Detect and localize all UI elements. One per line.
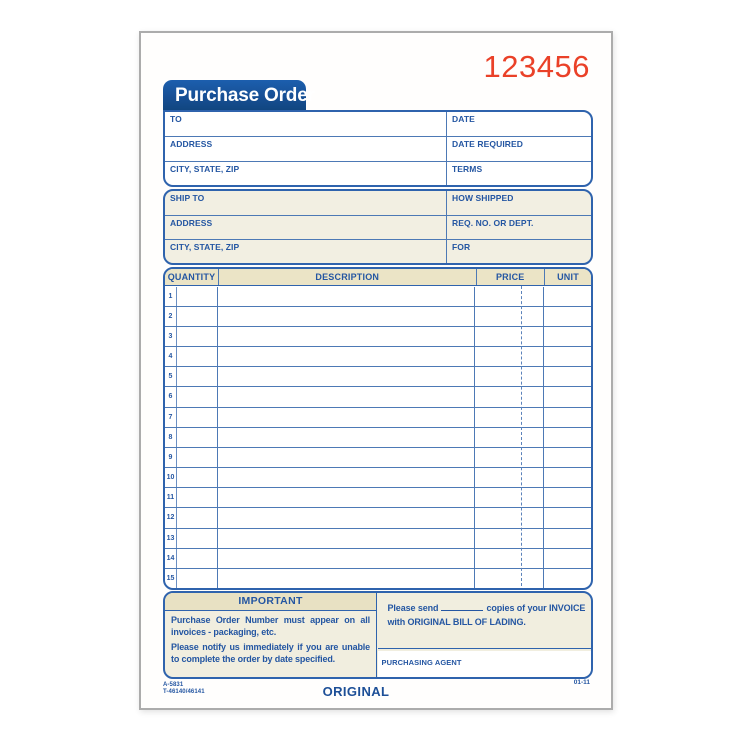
notes-section bbox=[163, 591, 593, 679]
unit-cell bbox=[544, 549, 592, 568]
unit-cell bbox=[544, 327, 592, 346]
description-cell bbox=[218, 529, 476, 548]
description-cell bbox=[218, 287, 476, 306]
price-cell bbox=[475, 327, 544, 346]
quantity-cell bbox=[177, 287, 218, 306]
copies-blank-line bbox=[441, 602, 483, 611]
description-cell bbox=[218, 488, 476, 507]
header-quantity: QUANTITY bbox=[165, 269, 219, 285]
row-number: 10 bbox=[165, 468, 177, 487]
unit-cell bbox=[544, 508, 592, 527]
table-header bbox=[165, 269, 591, 286]
quantity-cell bbox=[177, 468, 218, 487]
description-cell bbox=[218, 549, 476, 568]
description-cell bbox=[218, 468, 476, 487]
quantity-cell bbox=[177, 387, 218, 406]
important-paragraph-1: Purchase Order Number must appear on all invoices - packaging, etc. bbox=[171, 615, 370, 637]
table-row bbox=[165, 347, 591, 367]
important-paragraph-2: Please notify us immediately if you are unable to complete the order by date specified. bbox=[171, 642, 370, 665]
price-cell bbox=[475, 569, 544, 588]
price-cell bbox=[475, 508, 544, 527]
table-row bbox=[165, 327, 591, 347]
quantity-cell bbox=[177, 428, 218, 447]
field-ship-to: SHIP TO bbox=[170, 193, 205, 203]
quantity-cell bbox=[177, 367, 218, 386]
table-rows bbox=[165, 287, 591, 589]
field-terms: TERMS bbox=[446, 161, 591, 185]
table-row bbox=[165, 428, 591, 448]
unit-cell bbox=[544, 529, 592, 548]
description-cell bbox=[218, 569, 476, 588]
table-row bbox=[165, 448, 591, 468]
product-code-2: T-46140/46141 bbox=[163, 689, 205, 696]
row-number: 2 bbox=[165, 307, 177, 326]
purchasing-agent-field bbox=[378, 651, 592, 678]
row-number: 1 bbox=[165, 287, 177, 306]
copy-label: ORIGINAL bbox=[322, 684, 390, 699]
description-cell bbox=[218, 307, 476, 326]
items-table bbox=[163, 267, 593, 590]
field-how-shipped: HOW SHIPPED bbox=[446, 191, 591, 215]
price-cents-dotted-line bbox=[521, 286, 522, 586]
table-row bbox=[165, 488, 591, 508]
quantity-cell bbox=[177, 347, 218, 366]
unit-cell bbox=[544, 307, 592, 326]
quantity-cell bbox=[177, 448, 218, 467]
quantity-cell bbox=[177, 488, 218, 507]
table-row bbox=[165, 367, 591, 387]
table-row bbox=[165, 408, 591, 428]
description-cell bbox=[218, 347, 476, 366]
unit-cell bbox=[544, 347, 592, 366]
header-description: DESCRIPTION bbox=[219, 269, 477, 285]
unit-cell bbox=[544, 287, 592, 306]
description-cell bbox=[218, 327, 476, 346]
table-row bbox=[165, 387, 591, 407]
row-number: 9 bbox=[165, 448, 177, 467]
row-number: 6 bbox=[165, 387, 177, 406]
description-cell bbox=[218, 367, 476, 386]
form-number-stamp: 123456 bbox=[483, 49, 590, 84]
purchasing-agent-label: PURCHASING AGENT bbox=[381, 657, 462, 667]
row-number: 11 bbox=[165, 488, 177, 507]
row-number: 14 bbox=[165, 549, 177, 568]
price-cell bbox=[475, 488, 544, 507]
row-number: 13 bbox=[165, 529, 177, 548]
price-cell bbox=[475, 408, 544, 427]
row-number: 4 bbox=[165, 347, 177, 366]
description-cell bbox=[218, 428, 476, 447]
vendor-section bbox=[163, 110, 593, 187]
title-tab bbox=[163, 80, 315, 110]
header-price: PRICE bbox=[477, 269, 546, 285]
ship-section bbox=[163, 189, 593, 265]
table-row bbox=[165, 307, 591, 327]
invoice-note-suffix: copies of your INVOICE with ORIGINAL BILL OF LADING. bbox=[387, 603, 586, 627]
unit-cell bbox=[544, 448, 592, 467]
row-number: 5 bbox=[165, 367, 177, 386]
description-cell bbox=[218, 387, 476, 406]
field-req-no-dept: REQ. NO. OR DEPT. bbox=[446, 215, 591, 239]
purchase-order-sheet bbox=[139, 31, 613, 710]
revision-code: 01-11 bbox=[573, 679, 590, 686]
price-cell bbox=[475, 428, 544, 447]
page-title: Purchase Order bbox=[175, 85, 315, 106]
unit-cell bbox=[544, 408, 592, 427]
invoice-note bbox=[378, 593, 592, 649]
row-number: 7 bbox=[165, 408, 177, 427]
field-ship-address: ADDRESS bbox=[165, 215, 446, 239]
product-code-1: A-5831 bbox=[163, 682, 184, 688]
quantity-cell bbox=[177, 307, 218, 326]
table-row bbox=[165, 468, 591, 488]
header-unit: UNIT bbox=[557, 272, 579, 282]
unit-cell bbox=[544, 367, 592, 386]
price-cell bbox=[475, 448, 544, 467]
unit-cell bbox=[544, 468, 592, 487]
quantity-cell bbox=[177, 508, 218, 527]
unit-cell bbox=[544, 569, 592, 588]
price-cell bbox=[475, 549, 544, 568]
row-number: 15 bbox=[165, 569, 177, 588]
quantity-cell bbox=[177, 569, 218, 588]
unit-cell bbox=[544, 428, 592, 447]
field-date-required: DATE REQUIRED bbox=[446, 136, 591, 160]
table-row bbox=[165, 529, 591, 549]
unit-cell bbox=[544, 387, 592, 406]
price-cell bbox=[475, 367, 544, 386]
table-row bbox=[165, 287, 591, 307]
important-title: IMPORTANT bbox=[165, 593, 376, 611]
description-cell bbox=[218, 508, 476, 527]
field-ship-city-state-zip: CITY, STATE, ZIP bbox=[165, 239, 446, 263]
row-number: 8 bbox=[165, 428, 177, 447]
important-box bbox=[165, 593, 377, 677]
description-cell bbox=[218, 448, 476, 467]
table-row bbox=[165, 508, 591, 528]
quantity-cell bbox=[177, 327, 218, 346]
field-to: TO bbox=[170, 114, 182, 124]
table-row bbox=[165, 549, 591, 569]
price-cell bbox=[475, 287, 544, 306]
row-number: 12 bbox=[165, 508, 177, 527]
table-row bbox=[165, 569, 591, 588]
field-for: FOR bbox=[446, 239, 591, 263]
price-cell bbox=[475, 307, 544, 326]
price-cell bbox=[475, 347, 544, 366]
quantity-cell bbox=[177, 529, 218, 548]
quantity-cell bbox=[177, 549, 218, 568]
price-cell bbox=[475, 387, 544, 406]
row-number: 3 bbox=[165, 327, 177, 346]
price-cell bbox=[475, 529, 544, 548]
quantity-cell bbox=[177, 408, 218, 427]
field-date: DATE bbox=[446, 112, 591, 136]
unit-cell bbox=[544, 488, 592, 507]
field-city-state-zip: CITY, STATE, ZIP bbox=[165, 161, 446, 185]
description-cell bbox=[218, 408, 476, 427]
invoice-instructions-box bbox=[378, 593, 592, 677]
price-cell bbox=[475, 468, 544, 487]
field-address: ADDRESS bbox=[165, 136, 446, 160]
invoice-note-prefix: Please send bbox=[387, 603, 439, 613]
